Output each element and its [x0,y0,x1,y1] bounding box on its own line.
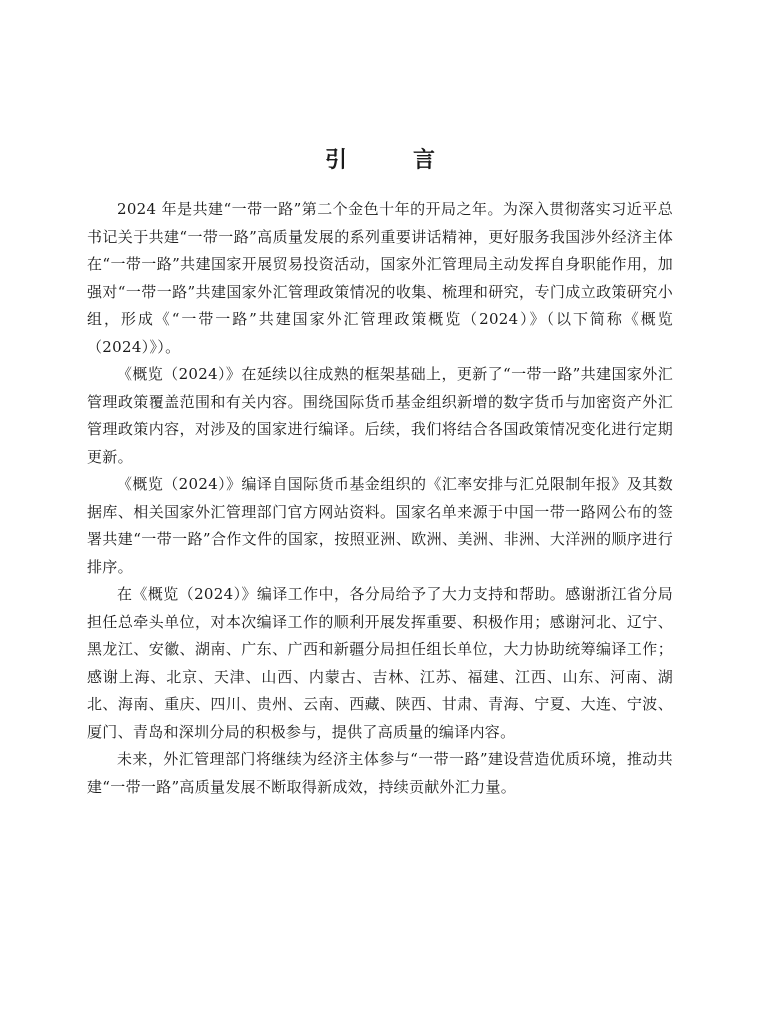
paragraph-2: 《概览（2024）》在延续以往成熟的框架基础上，更新了“一带一路”共建国家外汇管理政策覆盖范围和有关内容。围绕国际货币基金组织新增的数字货币与加密资产外汇管理政策内容，对涉及的国家进行编译。后续，我们将结合各国政策情况变化进行定期更新。 [87,365,673,466]
paragraph-1: 2024 年是共建“一带一路”第二个金色十年的开局之年。为深入贯彻落实习近平总书记关于共建“一带一路”高质量发展的系列重要讲话精神，更好服务我国涉外经济主体在“一带一路”共建国家开展贸易投资活动，国家外汇管理局主动发挥自身职能作用，加强对“一带一路”共建国家外汇管理政策情况的收集、梳理和研究，专门成立政策研究小组，形成《“一带一路”共建国家外汇管理政策概览（2024）》（以下简称《概览（2024）》）。 [87,200,673,356]
paragraph-5: 未来，外汇管理部门将继续为经济主体参与“一带一路”建设营造优质环境，推动共建“一带一路”高质量发展不断取得新成效，持续贡献外汇力量。 [87,750,673,796]
page-title: 引 言 [324,146,457,173]
paragraph-4: 在《概览（2024）》编译工作中，各分局给予了大力支持和帮助。感谢浙江省分局担任总牵头单位，对本次编译工作的顺利开展发挥重要、积极作用；感谢河北、辽宁、黑龙江、安徽、湖南、广东、广西和新疆分局担任组长单位，大力协助统筹编译工作；感谢上海、北京、天津、山西、内蒙古、吉林、江苏、福建、江西、山东、河南、湖北、海南、重庆、四川、贵州、云南、西藏、陕西、甘肃、青海、宁夏、大连、宁波、厦门、青岛和深圳分局的积极参与，提供了高质量的编译内容。 [87,585,673,741]
body-text [87,196,673,801]
paragraph-3: 《概览（2024）》编译自国际货币基金组织的《汇率安排与汇兑限制年报》及其数据库、相关国家外汇管理部门官方网站资料。国家名单来源于中国一带一路网公布的签署共建“一带一路”合作文件的国家，按照亚洲、欧洲、美洲、非洲、大洋洲的顺序进行排序。 [87,475,673,576]
